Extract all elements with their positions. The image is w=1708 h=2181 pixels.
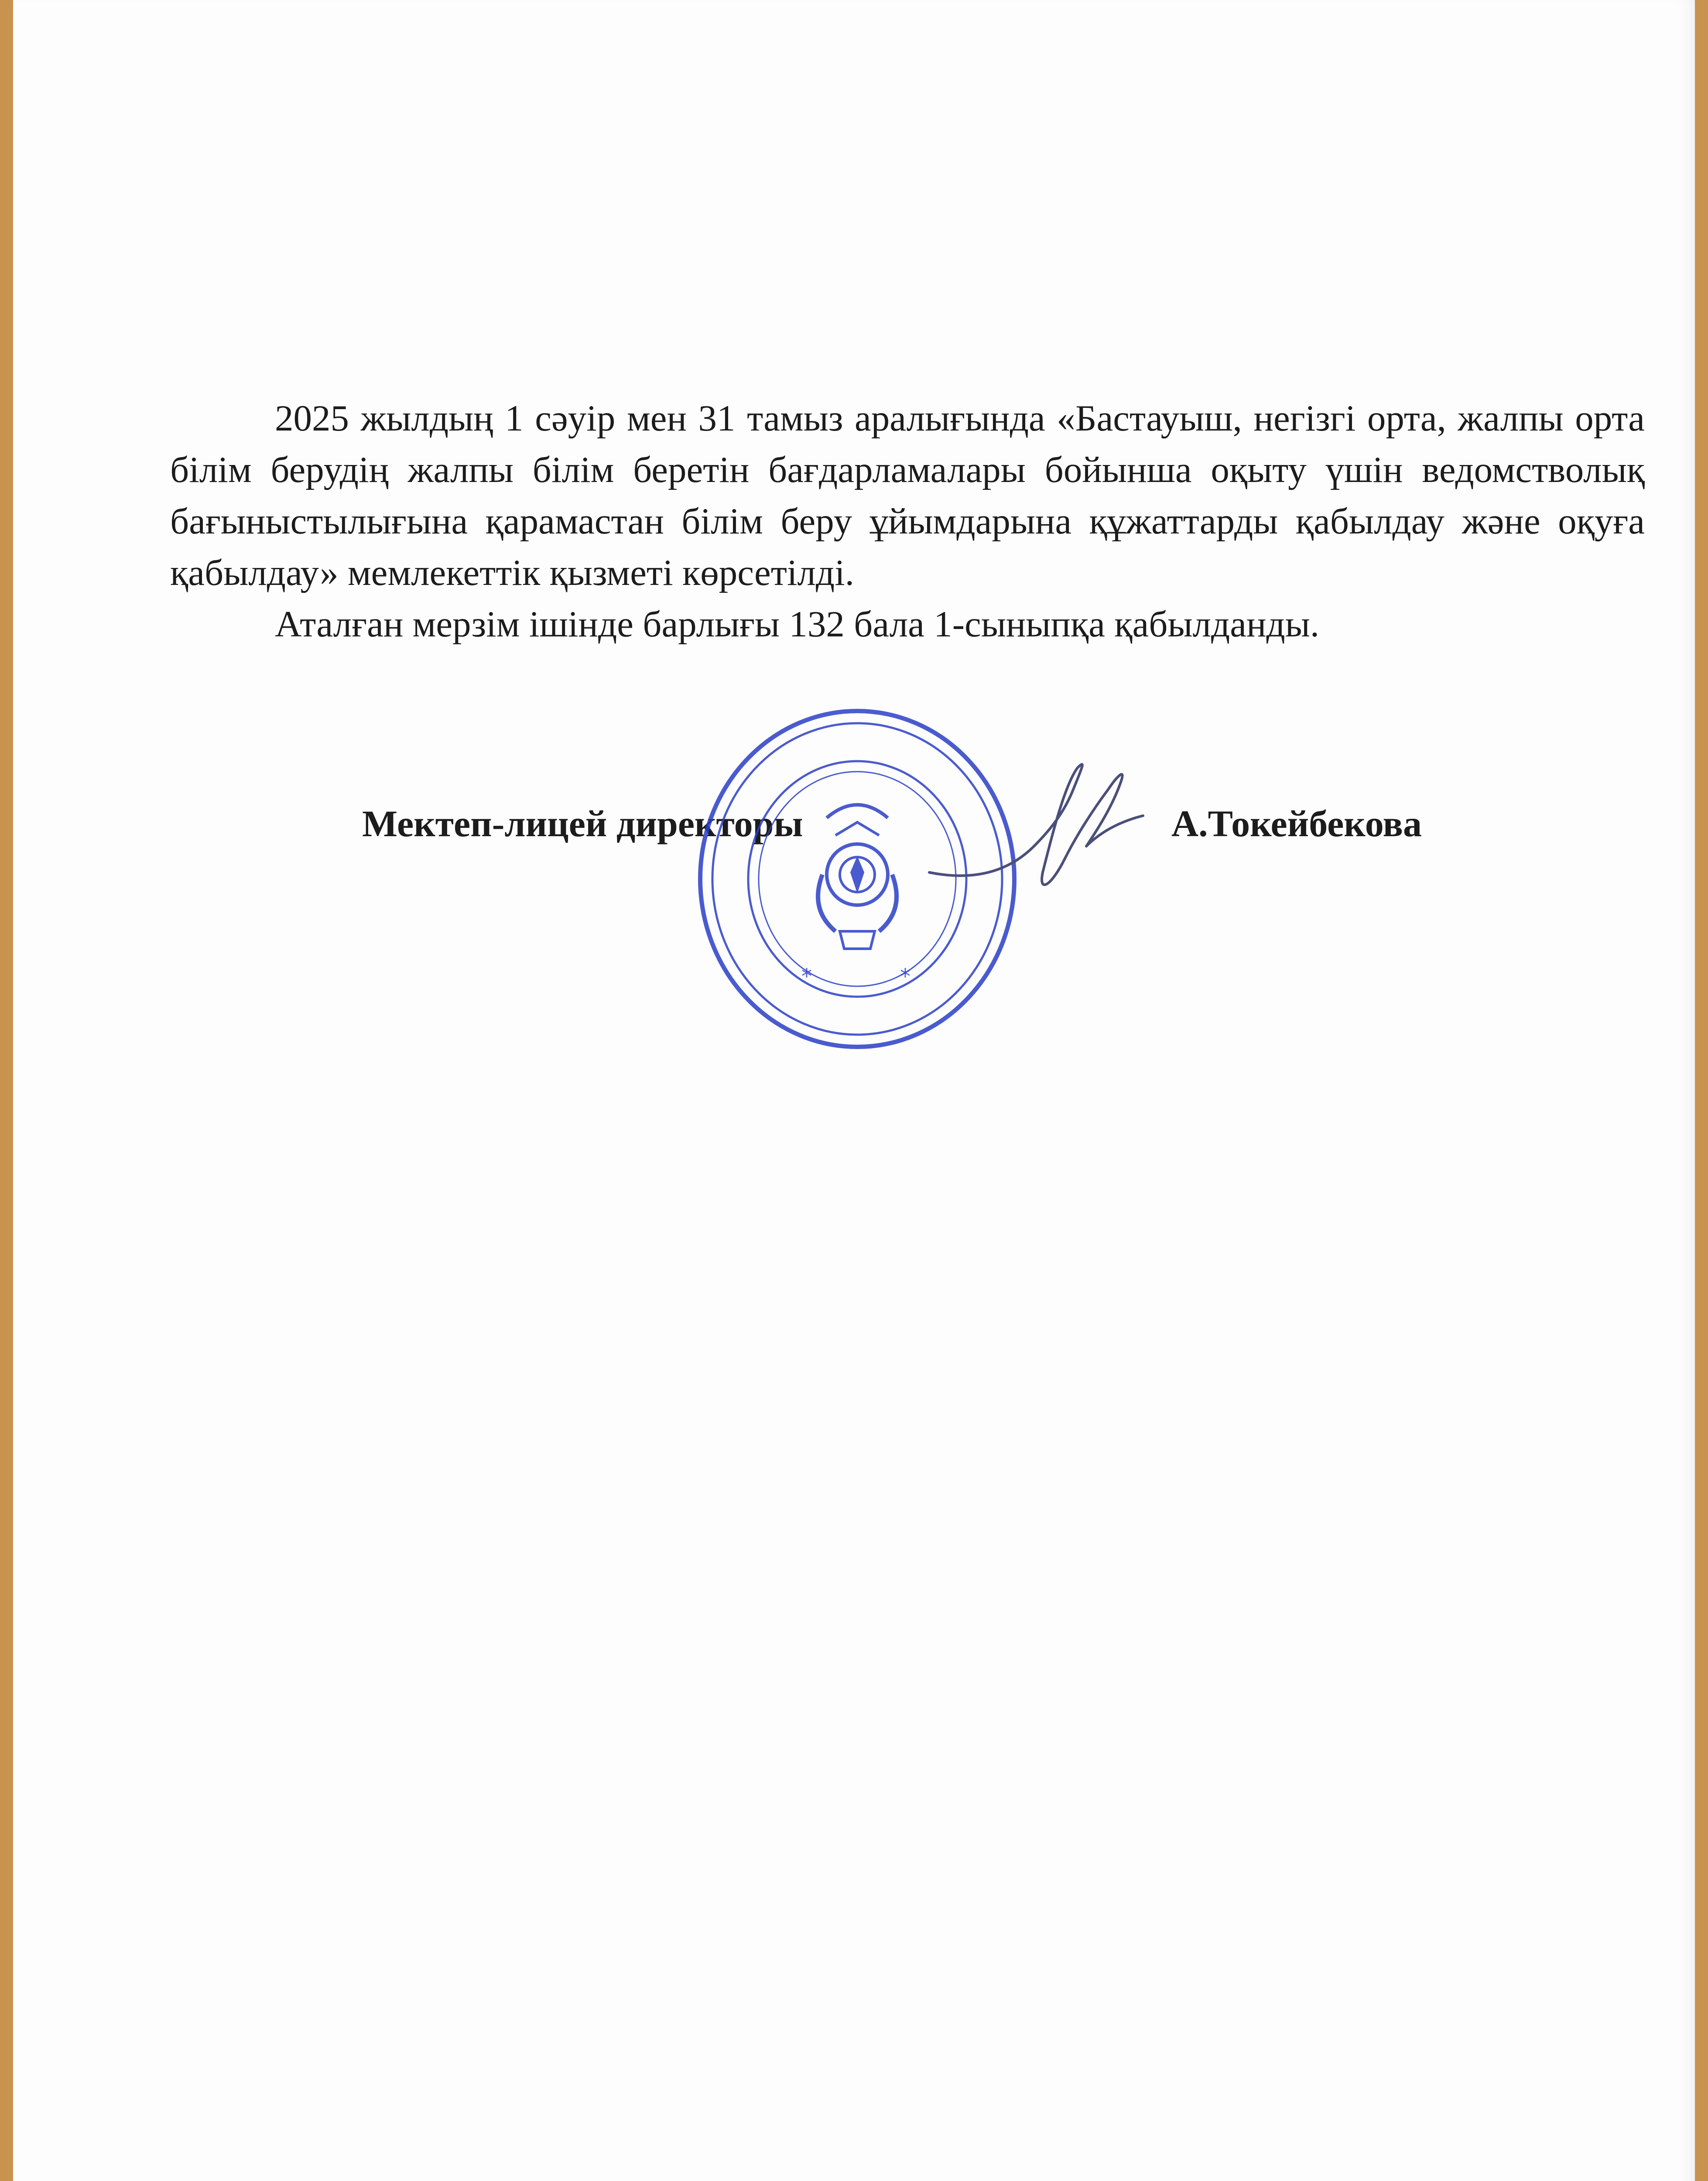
paragraph-main: 2025 жылдың 1 сәуір мен 31 тамыз аралығында «Бастауыш, негізгі орта, жалпы орта білім берудің жалпы білім беретін бағдарламалары бойынша оқыту үшін ведомстволық бағыныстылығына қарамастан білім беру ұйымдарына құжаттарды қабылдау және оқуға қабылдау» мемлекеттік қызметі көрсетілді. bbox=[170, 398, 1645, 593]
document-page bbox=[13, 0, 1695, 2181]
signer-title: Мектеп-лицей директоры bbox=[362, 803, 803, 844]
svg-text:*: * bbox=[801, 964, 812, 989]
svg-text:*: * bbox=[900, 964, 910, 989]
document-body bbox=[170, 393, 1645, 650]
paragraph-total: Аталған мерзім ішінде барлығы 132 бала 1-сыныпқа қабылданды. bbox=[275, 604, 1320, 645]
signer-name: А.Токейбекова bbox=[1171, 803, 1422, 844]
signature bbox=[921, 742, 1147, 907]
